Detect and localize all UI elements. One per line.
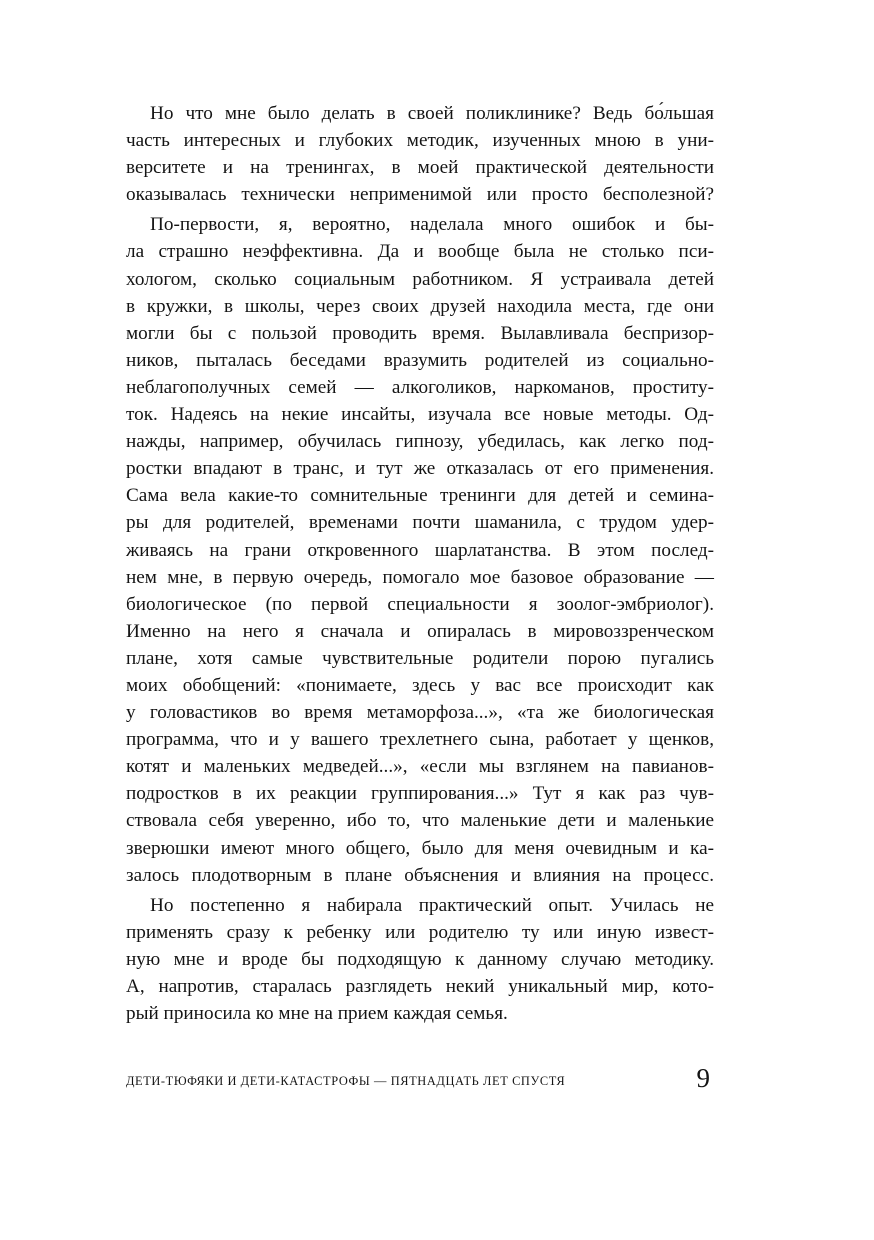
text-line: ры для родителей, временами почти шаманила, с трудом удер- [126,512,714,534]
text-line: А, напротив, старалась разглядеть некий уникальный мир, кото- [126,976,714,997]
page-number: 9 [696,1063,710,1093]
text-line: часть интересных и глубоких методик, изученных мною в уни- [126,130,714,152]
text-line: Именно на него я сначала и опиралась в мировоззренческом [126,620,714,642]
text-line: ствовала себя уверенно, ибо то, что маленькие дети и маленькие [126,810,714,832]
text-line: ростки впадают в транс, и тут же отказалась от его применения. [126,458,714,480]
text-line: Сама вела какие-то сомнительные тренинги для детей и семина- [126,485,714,507]
text-line: верситете и на тренингах, в моей практической деятельности [126,157,714,179]
text-line: хологом, сколько социальным работником. Я устраивала детей [126,268,714,290]
paragraph-2 [126,211,714,888]
text-line: живаясь на грани откровенного шарлатанства. В этом послед- [126,539,714,561]
text-line: у головастиков во время метаморфоза...», «та же биологическая [126,702,714,724]
text-line: рый приносила ко мне на прием каждая семья. [126,1003,508,1025]
text-line: зверюшки имеют много общего, было для меня очевидным и ка- [126,837,714,859]
text-line: ток. Надеясь на некие инсайты, изучала все новые методы. Од- [126,404,714,426]
text-line: котят и маленьких медведей...», «если мы взглянем на павианов- [126,756,714,778]
text-line: биологическое (по первой специальности я зоолог-эмбриолог). [126,593,714,615]
paragraph-3 [126,892,714,1027]
text-line: неблагополучных семей — алкоголиков, наркоманов, проститу- [126,376,714,398]
text-line: моих обобщений: «понимаете, здесь у вас все происходит как [126,674,714,696]
text-line: Но постепенно я набирала практический опыт. Училась не [150,894,714,916]
page-footer [126,1063,714,1097]
text-line: программа, что и у вашего трехлетнего сына, работает у щенков, [126,729,714,751]
text-line: ников, пыталась беседами вразумить родителей из социально- [126,349,714,371]
text-line: нажды, например, обучилась гипнозу, убедилась, как легко под- [126,431,714,453]
text-line: ла страшно неэффективна. Да и вообще была не столько пси- [126,241,714,263]
text-line: оказывалась технически неприменимой или просто бесполезной? [126,184,714,206]
text-line: залось плодотворным в плане объяснения и влияния на процесс. [126,864,714,886]
text-line: подростков в их реакции группирования...» Тут я как раз чув- [126,783,714,805]
text-line: в кружки, в школы, через своих друзей находила места, где они [126,295,714,317]
body-text [126,100,714,1027]
text-line: ную мне и вроде бы подходящую к данному случаю методику. [126,948,714,970]
text-line: нем мне, в первую очередь, помогало мое базовое образование — [126,566,714,588]
paragraph-1 [126,100,714,208]
text-line: могли бы с пользой проводить время. Вылавливала беспризор- [126,322,714,344]
text-line: применять сразу к ребенку или родителю ту или иную извест- [126,921,714,943]
text-line: плане, хотя самые чувствительные родители порою пугались [126,647,714,669]
running-title: ДЕТИ-ТЮФЯКИ И ДЕТИ-КАТАСТРОФЫ — ПЯТНАДЦАТЬ ЛЕТ СПУСТЯ [126,1074,566,1088]
text-line: Но что мне было делать в своей поликлинике? Ведь бо́льшая [150,103,714,124]
text-line: По-первости, я, вероятно, наделала много ошибок и бы- [150,214,714,236]
